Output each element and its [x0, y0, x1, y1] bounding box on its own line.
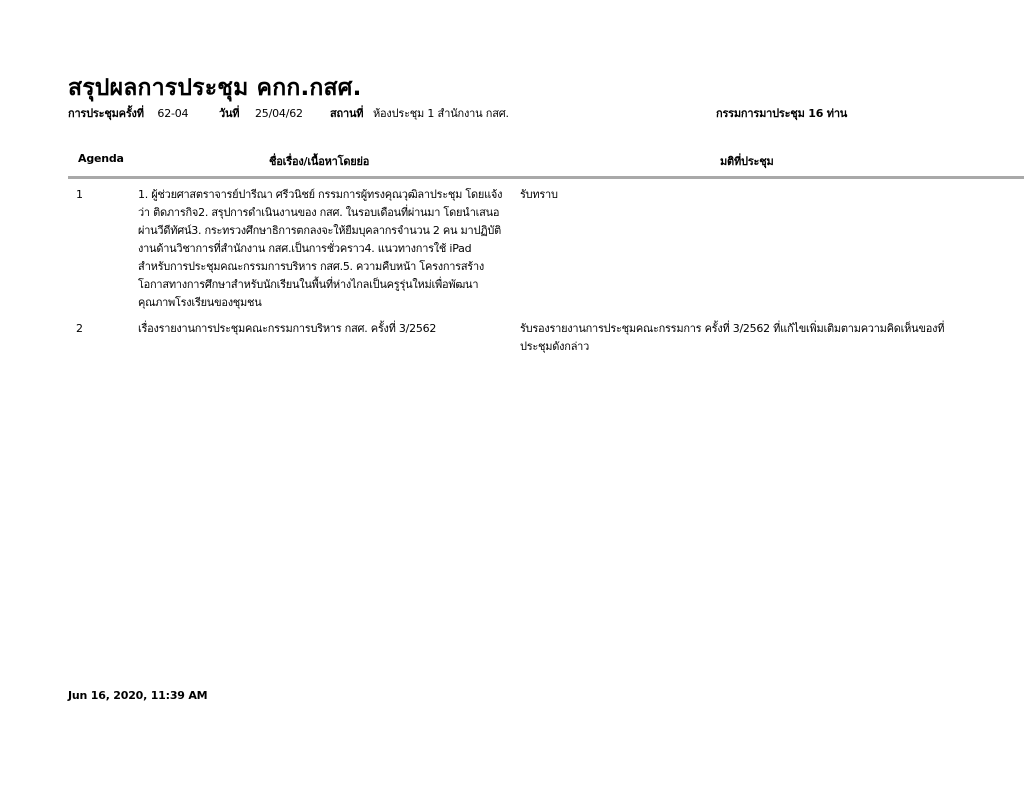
- header-divider: [68, 176, 1024, 179]
- agenda-number: 1: [76, 188, 83, 201]
- meeting-number-label: การประชุมครั้งที่: [68, 107, 144, 120]
- agenda-resolution: รับทราบ: [520, 188, 558, 201]
- meeting-number-value: 62-04: [157, 107, 189, 120]
- column-header-topic: ชื่อเรื่อง/เนื้อหาโดยย่อ: [269, 155, 370, 168]
- print-timestamp: Jun 16, 2020, 11:39 AM: [68, 689, 208, 702]
- column-header-agenda: Agenda: [78, 152, 124, 165]
- meeting-number-field: [68, 104, 188, 122]
- meeting-location-value: ห้องประชุม 1 สำนักงาน กสศ.: [372, 107, 509, 120]
- meeting-location-field: [330, 104, 509, 122]
- agenda-number: 2: [76, 322, 83, 335]
- agenda-topic: 1. ผู้ช่วยศาสตราจารย์ปารีณา ศรีวนิชย์ กรรมการผู้ทรงคุณวุฒิลาประชุม โดยแจ้งว่า ติดภารกิจ2. สรุปการดำเนินงานของ กสศ. ในรอบเดือนที่ผ่านมา โดยนำเสนอผ่านวีดีทัศน์3. กระทรวงศึกษาธิการตกลงจะให้ยืมบุคลากรจำนวน 2 คน มาปฏิบัติงานด้านวิชาการที่สำนักงาน กสศ.เป็นการชั่วคราว4. แนวทางการใช้ iPad สำหรับการประชุมคณะกรรมการบริหาร กสศ.5. ความคืบหน้า โครงการสร้างโอกาสทางการศึกษาสำหรับนักเรียนในพื้นที่ห่างไกลเป็นครูรุ่นใหม่เพื่อพัฒนาคุณภาพโรงเรียนของชุมชน: [138, 188, 503, 309]
- agenda-topic: เรื่องรายงานการประชุมคณะกรรมการบริหาร กสศ. ครั้งที่ 3/2562: [138, 322, 437, 335]
- page-title: สรุปผลการประชุม คกก.กสศ.: [68, 75, 362, 101]
- agenda-resolution: รับรองรายงานการประชุมคณะกรรมการ ครั้งที่ 3/2562 ที่แก้ไขเพิ่มเติมตามความคิดเห็นของที่ประชุมดังกล่าว: [520, 322, 945, 353]
- meeting-location-label: สถานที่: [330, 107, 364, 120]
- attendance-count: กรรมการมาประชุม 16 ท่าน: [716, 107, 848, 120]
- column-header-resolution: มติที่ประชุม: [720, 155, 774, 168]
- meeting-date-value: 25/04/62: [255, 107, 303, 120]
- meeting-date-field: [219, 104, 303, 122]
- meeting-date-label: วันที่: [219, 107, 240, 120]
